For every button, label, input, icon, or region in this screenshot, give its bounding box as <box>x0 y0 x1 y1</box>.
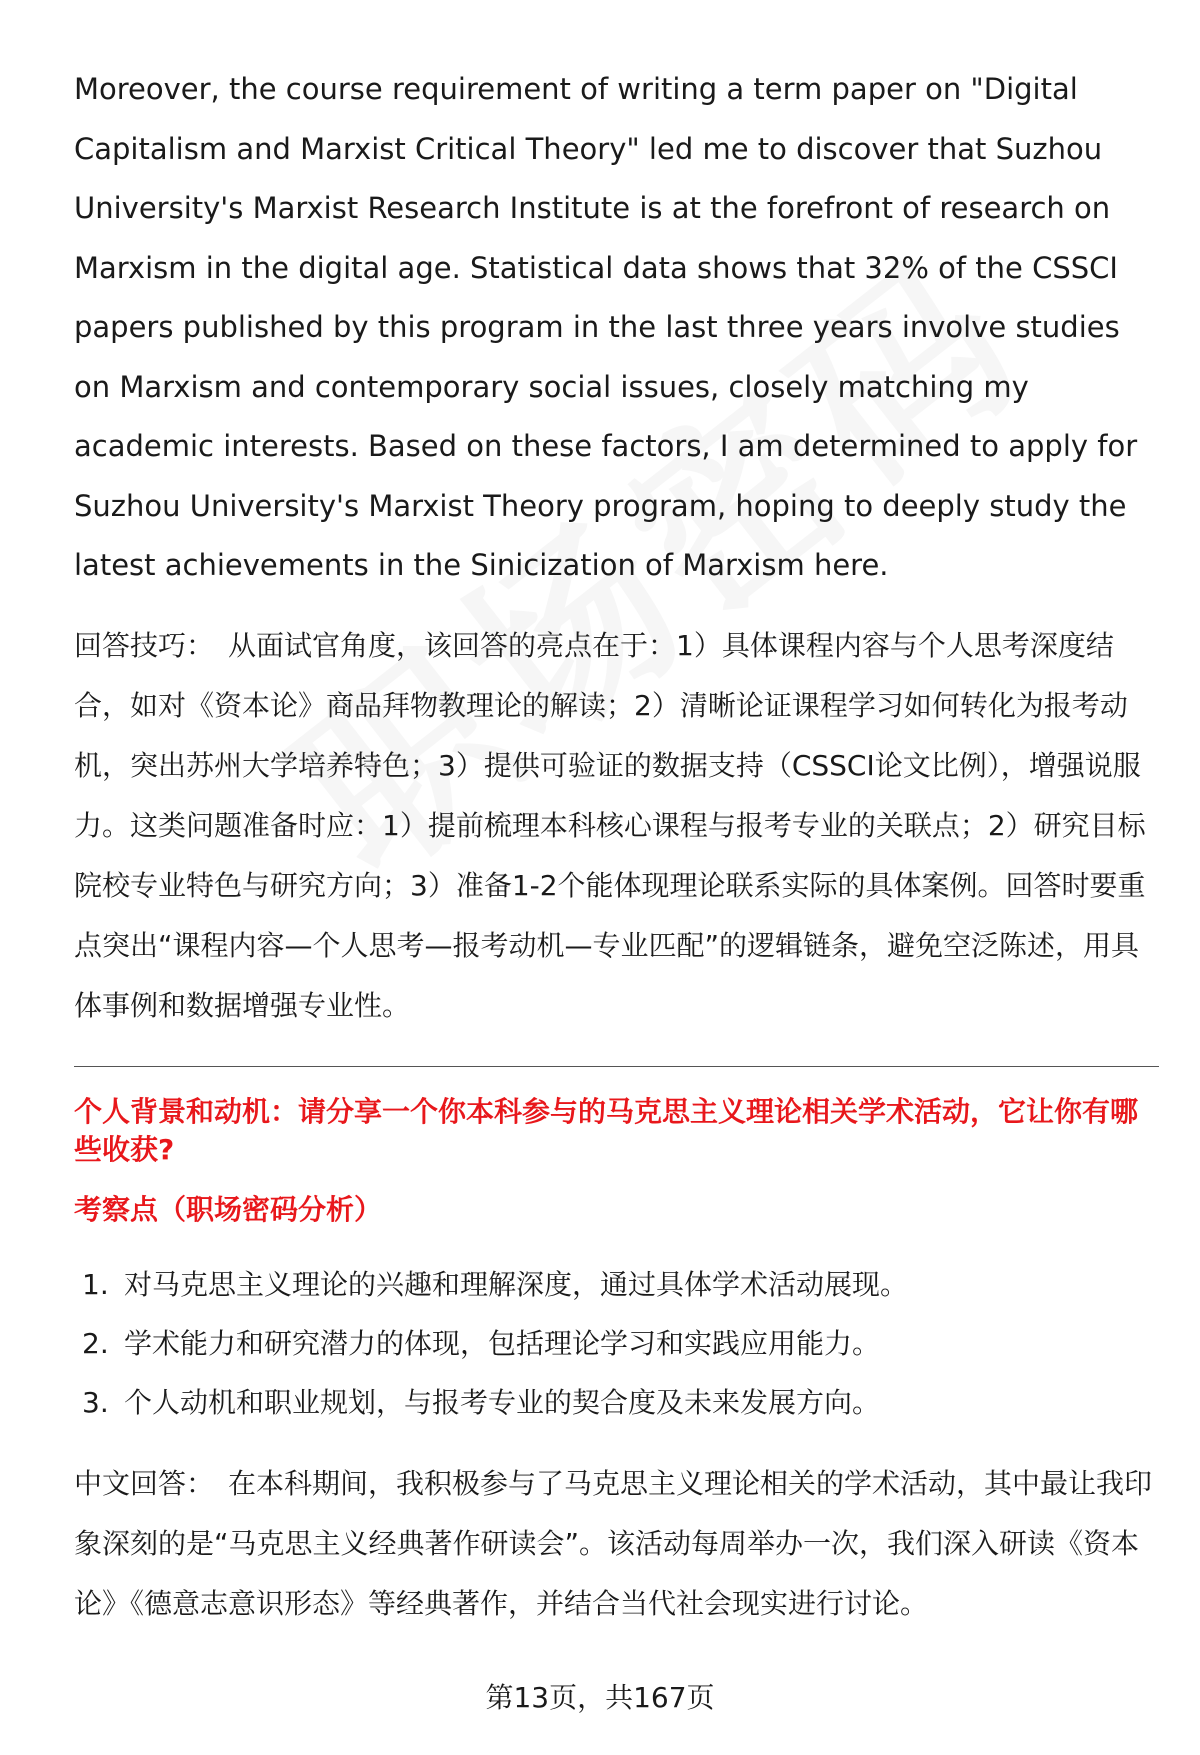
page-content <box>74 60 1159 1634</box>
list-item <box>74 1373 1159 1432</box>
list-item-number: 2. <box>82 1326 109 1360</box>
chinese-answer-paragraph <box>74 1454 1159 1634</box>
question-heading: 个人背景和动机：请分享一个你本科参与的马克思主义理论相关学术活动，它让你有哪些收获? <box>74 1094 1139 1166</box>
list-item <box>74 1255 1159 1314</box>
list-item <box>74 1314 1159 1373</box>
list-item-text: 对马克思主义理论的兴趣和理解深度，通过具体学术活动展现。 <box>124 1267 909 1301</box>
chinese-answer-text: 在本科期间，我积极参与了马克思主义理论相关的学术活动，其中最让我印象深刻的是“马克思主义经典著作研读会”。该活动每周举办一次，我们深入研读《资本论》《德意志意识形态》等经典著作，并结合当代社会现实进行讨论。 <box>74 1466 1153 1620</box>
section-divider <box>74 1066 1159 1067</box>
list-item-number: 1. <box>82 1267 109 1301</box>
list-item-text: 个人动机和职业规划，与报考专业的契合度及未来发展方向。 <box>124 1385 881 1419</box>
assessment-points-title: 考察点（职场密码分析） <box>74 1192 383 1226</box>
list-item-text: 学术能力和研究潜力的体现，包括理论学习和实践应用能力。 <box>124 1326 881 1360</box>
answer-tips-label: 回答技巧： <box>74 628 215 662</box>
chinese-answer-label: 中文回答： <box>74 1466 215 1500</box>
assessment-points-list <box>74 1255 1159 1432</box>
page-number-footer: 第13页，共167页 <box>485 1681 715 1714</box>
english-answer-paragraph: Moreover, the course requirement of writing a term paper on "Digital Capitalism and Marxist Critical Theory" led me to discover that Suzhou University's Marxist Research Institute is at the forefront of research on Marxism in the digital age. Statistical data shows that 32% of the CSSCI papers published by this program in the last three years involve studies on Marxism and contemporary social issues, closely matching my academic interests. Based on these factors, I am determined to apply for Suzhou University's Marxist Theory program, hoping to deeply study the latest achievements in the Sinicization of Marxism here. <box>74 72 1138 582</box>
answer-tips-paragraph <box>74 616 1159 1036</box>
list-item-number: 3. <box>82 1385 109 1419</box>
answer-tips-text: 从面试官角度，该回答的亮点在于：1）具体课程内容与个人思考深度结合，如对《资本论》商品拜物教理论的解读；2）清晰论证课程学习如何转化为报考动机，突出苏州大学培养特色；3）提供可验证的数据支持（CSSCI论文比例），增强说服力。这类问题准备时应：1）提前梳理本科核心课程与报考专业的关联点；2）研究目标院校专业特色与研究方向；3）准备1-2个能体现理论联系实际的具体案例。回答时要重点突出“课程内容—个人思考—报考动机—专业匹配”的逻辑链条，避免空泛陈述，用具体事例和数据增强专业性。 <box>74 628 1146 1022</box>
